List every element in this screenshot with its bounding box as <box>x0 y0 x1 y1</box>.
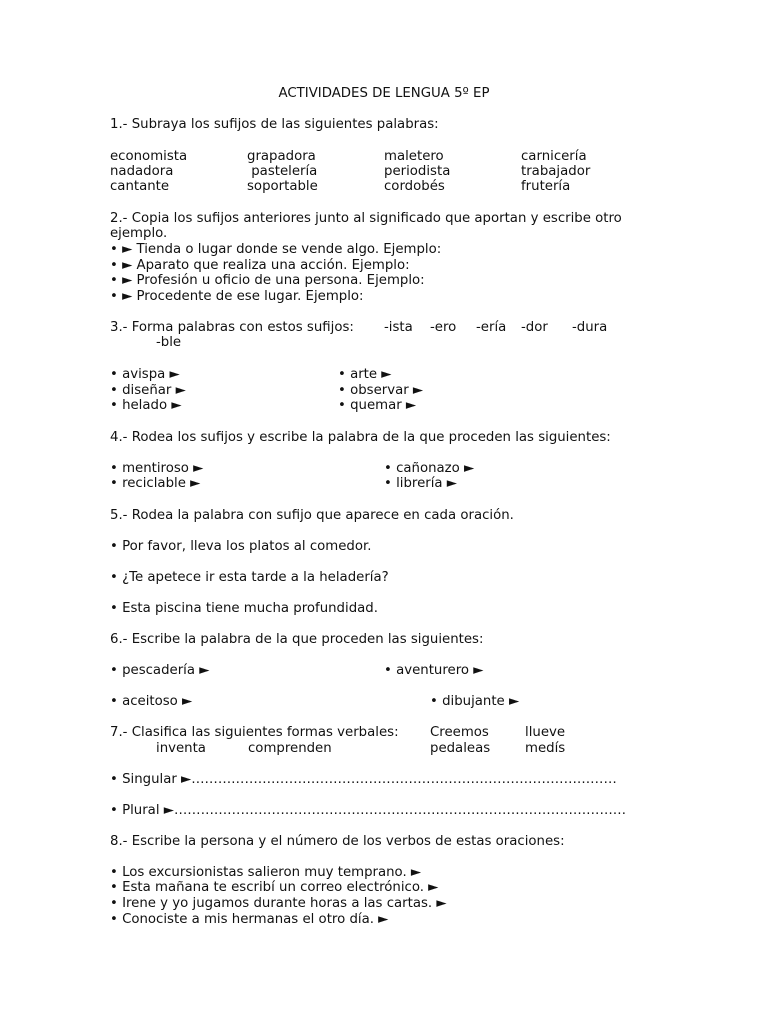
q1-word: maletero <box>384 149 444 164</box>
q1-heading: 1.- Subraya los sufijos de las siguientes palabras: <box>110 117 439 132</box>
q3-suffix: -dor <box>521 320 548 335</box>
q8-sentence: • Conociste a mis hermanas el otro día. ► <box>110 912 389 927</box>
q7-singular-answer-line: • Singular ►…………………………………………………………………………………… <box>110 772 617 787</box>
q1-word: periodista <box>384 164 451 179</box>
q1-word: cantante <box>110 179 170 194</box>
q8-sentence: • Irene y yo jugamos durante horas a las cartas. ► <box>110 896 447 911</box>
q1-word: frutería <box>521 179 571 194</box>
q3-suffix: -ería <box>476 320 507 335</box>
q7-verb: Creemos <box>430 725 489 740</box>
q1-word: pastelería <box>247 164 318 179</box>
q7-verb: comprenden <box>248 741 332 756</box>
q7-verb: llueve <box>525 725 566 740</box>
q3-suffix: -ista <box>384 320 413 335</box>
q8-sentence: • Los excursionistas salieron muy temprano. ► <box>110 865 422 880</box>
q6-exercise-item: • aventurero ► <box>384 663 484 678</box>
q6-exercise-item: • pescadería ► <box>110 663 210 678</box>
q7-verb: inventa <box>156 741 206 756</box>
q3-exercise-item: • observar ► <box>338 383 424 398</box>
q1-word: economista <box>110 149 188 164</box>
q2-heading-line2: ejemplo. <box>110 226 168 241</box>
q4-exercise-item: • mentiroso ► <box>110 461 204 476</box>
q1-word: soportable <box>247 179 318 194</box>
q3-exercise-item: • arte ► <box>338 367 392 382</box>
q4-exercise-item: • cañonazo ► <box>384 461 475 476</box>
q3-suffix: -dura <box>572 320 608 335</box>
q7-verb: medís <box>525 741 566 756</box>
q5-sentence: • ¿Te apetece ir esta tarde a la heladería? <box>110 570 389 585</box>
q5-sentence: • Por favor, lleva los platos al comedor. <box>110 539 372 554</box>
q6-heading: 6.- Escribe la palabra de la que proceden las siguientes: <box>110 632 484 647</box>
q4-exercise-item: • librería ► <box>384 476 458 491</box>
q5-heading: 5.- Rodea la palabra con sufijo que aparece en cada oración. <box>110 508 514 523</box>
q5-sentence: • Esta piscina tiene mucha profundidad. <box>110 601 378 616</box>
q3-exercise-item: • diseñar ► <box>110 383 186 398</box>
q2-item: • ► Profesión u oficio de una persona. Ejemplo: <box>110 273 425 288</box>
q3-exercise-item: • avispa ► <box>110 367 180 382</box>
q6-exercise-item: • aceitoso ► <box>110 694 193 709</box>
q1-word: cordobés <box>384 179 445 194</box>
q7-verb: pedaleas <box>430 741 491 756</box>
q3-exercise-item: • helado ► <box>110 398 182 413</box>
q3-exercise-item: • quemar ► <box>338 398 417 413</box>
document-title: ACTIVIDADES DE LENGUA 5º EP <box>278 86 490 101</box>
q2-item: • ► Aparato que realiza una acción. Ejemplo: <box>110 258 410 273</box>
q8-sentence: • Esta mañana te escribí un correo electrónico. ► <box>110 880 439 895</box>
q1-word: trabajador <box>521 164 591 179</box>
q2-item: • ► Procedente de ese lugar. Ejemplo: <box>110 289 364 304</box>
q2-heading-line1: 2.- Copia los sufijos anteriores junto al significado que aportan y escribe otro <box>110 211 622 226</box>
q1-word: carnicería <box>521 149 587 164</box>
q2-item: • ► Tienda o lugar donde se vende algo. Ejemplo: <box>110 242 442 257</box>
q1-word: grapadora <box>247 149 316 164</box>
q7-plural-answer-line: • Plural ►………………………………………………………………………………………… <box>110 803 627 818</box>
q8-heading: 8.- Escribe la persona y el número de los verbos de estas oraciones: <box>110 834 565 849</box>
q3-heading: 3.- Forma palabras con estos sufijos: <box>110 320 354 335</box>
q4-heading: 4.- Rodea los sufijos y escribe la palabra de la que proceden las siguientes: <box>110 430 611 445</box>
q7-heading: 7.- Clasifica las siguientes formas verbales: <box>110 725 399 740</box>
q3-suffix: -ble <box>156 335 182 350</box>
q4-exercise-item: • reciclable ► <box>110 476 201 491</box>
q6-exercise-item: • dibujante ► <box>430 694 520 709</box>
q3-suffix: -ero <box>430 320 457 335</box>
q1-word: nadadora <box>110 164 174 179</box>
